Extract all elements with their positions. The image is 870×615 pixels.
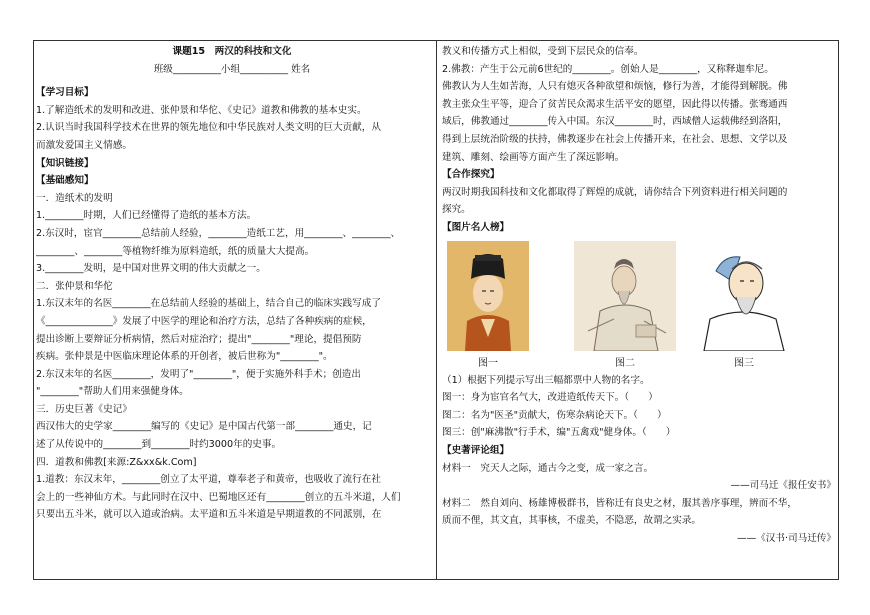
- section-1-line-1: 1.________时期，人们已经懂得了造纸的基本方法。: [36, 210, 257, 222]
- class-group-name-line: 班级__________小组__________ 姓名: [153, 63, 311, 75]
- section-4-line-2: 会上的一些神仙方术。与此同时在汉中、巴蜀地区还有________创立的五斗米道，人们: [36, 491, 401, 503]
- section-2-line-3: 提出诊断上要辩证分析病情，然后对症治疗；提出"________"理论，提倡预防: [36, 333, 362, 345]
- portrait-1-caption: 图一: [478, 357, 498, 369]
- column-divider: [436, 40, 437, 580]
- religion-line-6: 得到上层统治阶级的扶持，佛教逐步在社会上传播开来，在社会、思想、文学以及: [442, 133, 788, 145]
- goal-2a: 2.认识当时我国科学技术在世界的领先地位和中华民族对人类文明的巨大贡献，从: [36, 122, 381, 134]
- section-1-heading: 一．造纸术的发明: [36, 192, 113, 204]
- question-figure-1: 图一：身为宦官名气大，改进造纸传天下。（ ）: [442, 392, 658, 404]
- section-2-line-6: "________"帮助人们用来强健身体。: [36, 386, 189, 398]
- material-1-source: ——司马迁《报任安书》: [730, 480, 836, 492]
- left-column: [36, 43, 428, 524]
- religion-line-3: 佛教认为人生如苦海，人只有熄灭各种欲望和烦恼，修行为善，才能得到解脱。佛: [442, 81, 788, 93]
- goal-1: 1.了解造纸术的发明和改进、张仲景和华佗、《史记》道教和佛教的基本史实。: [36, 104, 367, 116]
- portrait-3-caption: 图三: [734, 357, 754, 369]
- worksheet-title: 课题15 两汉的科技和文化: [172, 46, 292, 57]
- section-4-line-1: 1.道教：东汉末年，________创立了太平道，尊奉老子和黄帝，也吸收了流行在社: [36, 474, 381, 486]
- religion-line-1: 教义和传播方式上相似，受到下层民众的信奉。: [442, 46, 644, 57]
- section-3-heading: 三．历史巨著《史记》: [36, 403, 132, 415]
- figures-heading: 【图片名人榜】: [442, 221, 510, 233]
- evaluation-heading: 【史著评论组】: [442, 444, 510, 456]
- section-1-line-4: 3.________发明，是中国对世界文明的伟大贡献之一。: [36, 263, 266, 275]
- portrait-row: [442, 237, 836, 372]
- section-4-heading: 四．道教和佛教[来源:Z&xx&k.Com]: [36, 456, 197, 468]
- material-2-source: ——《汉书·司马迁传》: [737, 532, 836, 544]
- material-1: 材料一 究天人之际，通古今之变，成一家之言。: [442, 462, 654, 474]
- question-figure-2: 图二：名为"医圣"贡献大，伤寒杂病论天下。（ ）: [442, 409, 667, 421]
- section-2-line-4: 疾病。张仲景是中医临床理论体系的开创者，被后世称为"________"。: [36, 351, 333, 363]
- religion-line-4: 教主张众生平等，迎合了贫苦民众渴求生活平安的愿望，因此得以传播。张骞通西: [442, 98, 788, 110]
- cooperation-line-2: 探究。: [442, 204, 471, 216]
- section-3-line-1: 西汉伟大的史学家________编写的《史记》是中国古代第一部________通史，记: [36, 421, 372, 433]
- portrait-3-image: [696, 241, 791, 351]
- material-2-line-2: 质而不俚，其文直，其事核，不虚美，不隐恶，故谓之实录。: [442, 515, 702, 527]
- section-2-line-1: 1.东汉末年的名医________在总结前人经验的基础上，结合自己的临床实践写成了: [36, 298, 381, 310]
- section-1-line-2: 2.东汉时，宦官________总结前人经验，________造纸工艺，用________、________、: [36, 227, 401, 239]
- religion-line-2: 2.佛教：产生于公元前6世纪的________。创始人是________，又称释迦牟尼。: [442, 63, 774, 75]
- knowledge-link-heading: 【知识链接】: [36, 157, 94, 169]
- learning-goals-heading: 【学习目标】: [36, 87, 94, 99]
- portrait-2-image: [574, 241, 676, 351]
- cooperation-line-1: 两汉时期我国科技和文化都取得了辉煌的成就，请你结合下列资料进行相关问题的: [442, 186, 788, 198]
- goal-2b: 而激发爱国主义情感。: [36, 139, 132, 151]
- right-column: [442, 43, 836, 547]
- question-figure-3: 图三：创"麻沸散"行手术，编"五禽戏"健身体。（ ）: [442, 427, 676, 439]
- basic-perception-heading: 【基础感知】: [36, 175, 94, 187]
- question-intro: （1）根据下列提示写出三幅都票中人物的名字。: [442, 374, 650, 386]
- cooperation-heading: 【合作探究】: [442, 169, 500, 181]
- section-4-line-3: 只要出五斗米，就可以入道或治病。太平道和五斗米道是早期道教的不同派别，在: [36, 509, 382, 521]
- religion-line-5: 域后，佛教通过________传入中国。东汉________时，西域僧人运载佛经到洛阳，: [442, 116, 788, 128]
- section-3-line-2: 述了从传说中的________到________时约3000年的史事。: [36, 439, 282, 451]
- religion-line-7: 建筑、雕刻、绘画等方面产生了深远影响。: [442, 151, 625, 163]
- section-2-line-2: 《______________》发展了中医学的理论和治疗方法，总结了各种疾病的症候，: [36, 315, 372, 327]
- portrait-2-caption: 图二: [615, 357, 635, 369]
- portrait-1-image: [447, 241, 529, 351]
- section-2-line-5: 2.东汉末年的名医________，发明了"________"，便于实施外科手术；创造出: [36, 368, 361, 380]
- material-2-line-1: 材料二 然自刘向、杨雄博极群书，皆称迁有良史之材，服其善序事理，辨而不华，: [442, 497, 797, 509]
- section-2-heading: 二．张仲景和华佗: [36, 280, 113, 292]
- section-1-line-3: ________、________等植物纤维为原料造纸，纸的质量大大提高。: [36, 245, 315, 257]
